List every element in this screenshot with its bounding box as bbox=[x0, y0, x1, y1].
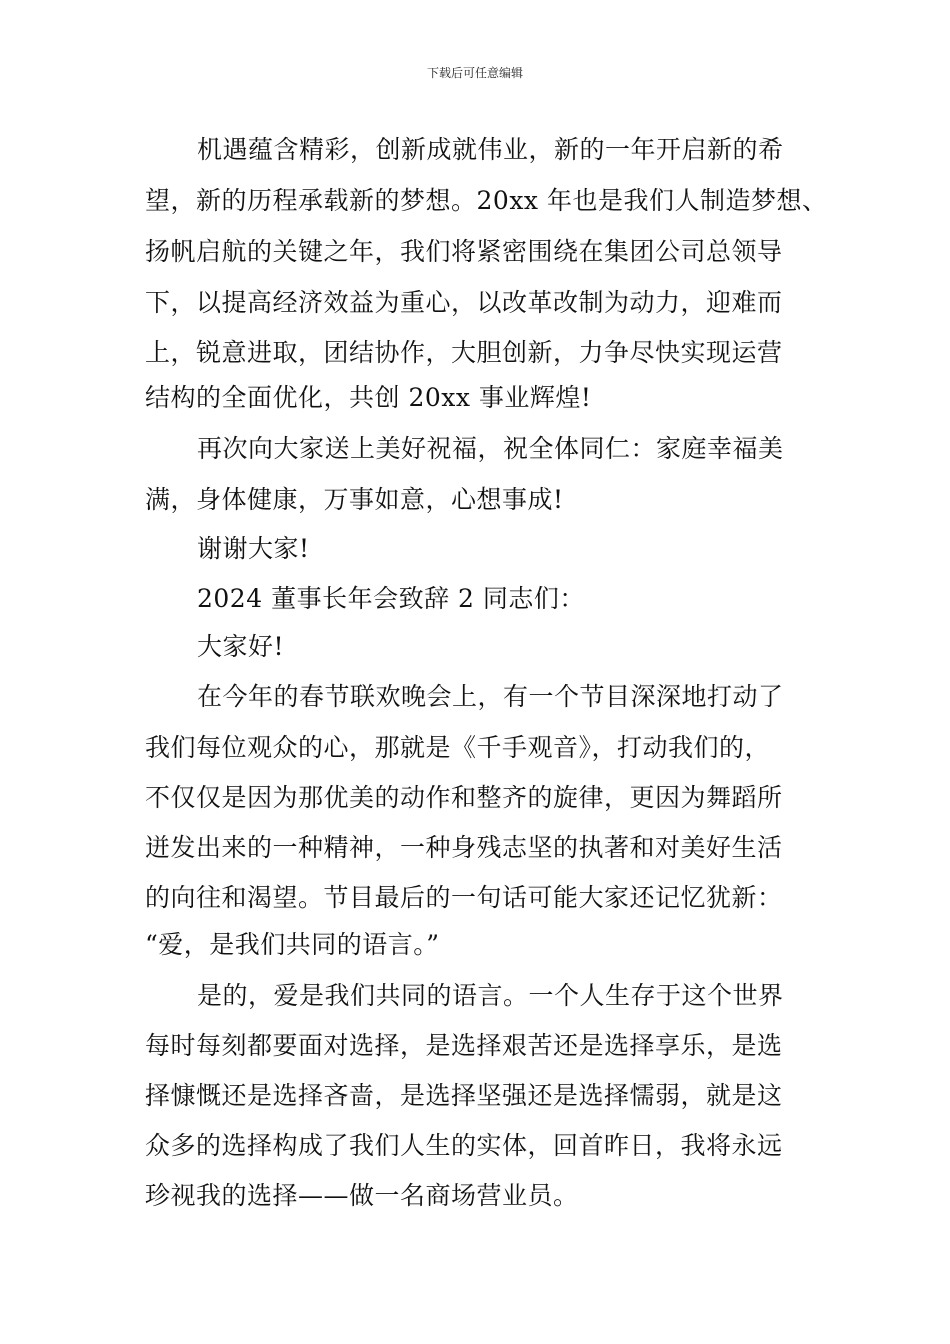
text-line: 满，身体健康，万事如意，心想事成! bbox=[145, 485, 564, 514]
text-line: 的向往和渴望。节目最后的一句话可能大家还记忆犹新： bbox=[145, 883, 783, 912]
text-line: 上，锐意进取，团结协作，大胆创新，力争尽快实现运营 bbox=[145, 338, 783, 367]
text-line: 望，新的历程承载新的梦想。20xx 年也是我们人制造梦想、 bbox=[145, 186, 828, 215]
page-header-note: 下载后可任意编辑 bbox=[426, 66, 523, 80]
text-line: 机遇蕴含精彩，创新成就伟业，新的一年开启新的希 bbox=[197, 135, 784, 164]
text-line: 珍视我的选择——做一名商场营业员。 bbox=[145, 1181, 579, 1210]
text-line: 众多的选择构成了我们人生的实体，回首昨日，我将永远 bbox=[145, 1131, 783, 1160]
text-line: 谢谢大家! bbox=[197, 534, 310, 563]
text-line: 我们每位观众的心，那就是《千手观音》，打动我们的， bbox=[145, 733, 771, 762]
text-line: 不仅仅是因为那优美的动作和整齐的旋律，更因为舞蹈所 bbox=[145, 783, 783, 812]
text-line: 是的，爱是我们共同的语言。一个人生存于这个世界 bbox=[197, 981, 784, 1010]
text-line: 再次向大家送上美好祝福，祝全体同仁：家庭幸福美 bbox=[197, 434, 784, 463]
text-line: “爱，是我们共同的语言。” bbox=[145, 930, 440, 959]
text-line: 择慷慨还是选择吝啬，是选择坚强还是选择懦弱，就是这 bbox=[145, 1081, 783, 1110]
text-line: 在今年的春节联欢晚会上，有一个节目深深地打动了 bbox=[197, 682, 784, 711]
text-line: 结构的全面优化，共创 20xx 事业辉煌! bbox=[145, 383, 592, 412]
text-line: 下，以提高经济效益为重心，以改革改制为动力，迎难而 bbox=[145, 288, 783, 317]
text-line: 迸发出来的一种精神，一种身残志坚的执著和对美好生活 bbox=[145, 833, 783, 862]
text-line: 每时每刻都要面对选择，是选择艰苦还是选择享乐，是选 bbox=[145, 1031, 783, 1060]
text-line: 大家好! bbox=[197, 632, 285, 661]
text-line: 2024 董事长年会致辞 2 同志们： bbox=[197, 584, 585, 613]
text-line: 扬帆启航的关键之年，我们将紧密围绕在集团公司总领导 bbox=[145, 237, 783, 266]
